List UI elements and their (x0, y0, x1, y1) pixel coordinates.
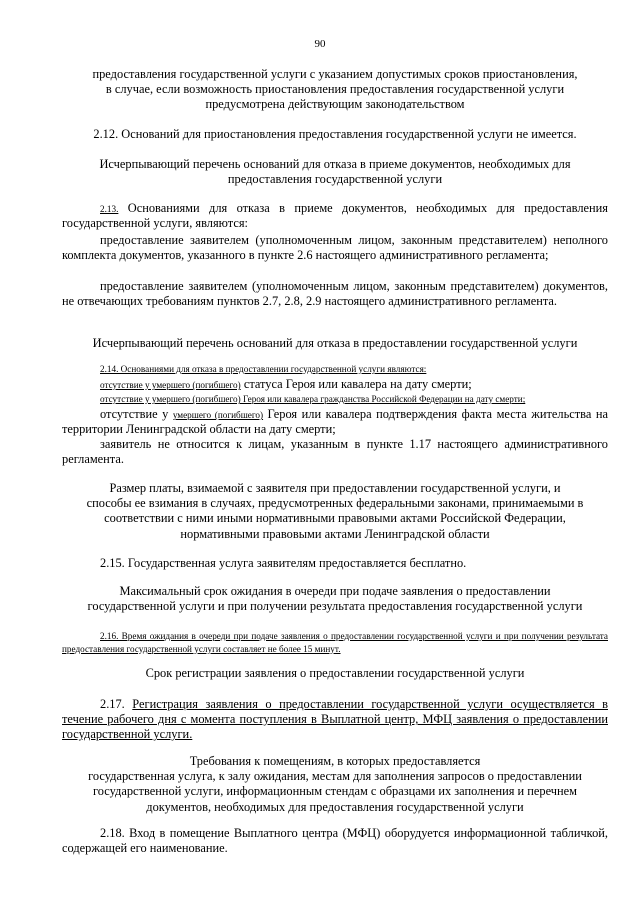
paragraph-2-14-item-3 (62, 407, 608, 437)
page-number: 90 (314, 38, 326, 50)
heading-premises-line-2: государственная услуга, к залу ожидания, местам для заполнения запросов о предоставлении (88, 769, 582, 784)
paragraph-2-15: 2.15. Государственная услуга заявителям предоставляется бесплатно. (100, 556, 467, 570)
heading-queue-line-2: государственной услуги и при получении результата предоставления государственной услуги (87, 599, 583, 614)
paragraph-2-14-intro-text: 2.14. Основаниями для отказа в предоставлении государственной услуги являются: (100, 364, 427, 374)
heading-fee-line-1: Размер платы, взимаемой с заявителя при предоставлении государственной услуги, и (109, 481, 561, 495)
heading-queue-line-1: Максимальный срок ожидания в очереди при подаче заявления о предоставлении (119, 584, 551, 598)
heading-fee-line-2: способы ее взимания в случаях, предусмотренных федеральными законами, принимаемыми в (86, 496, 584, 511)
heading-fee-line-3: соответствии с ними иными нормативными правовыми актами Российской Федерации, (104, 511, 566, 526)
item-2-text: отсутствие у умершего (погибшего) Героя или кавалера гражданства Российской Федерации на дату смерти; (100, 394, 526, 404)
item-1-rest: статуса Героя или кавалера на дату смерти; (240, 377, 472, 391)
heading-premises-line-3: государственной услуги, информационным стендам с образцами их заполнения и перечнем (93, 784, 577, 799)
heading-fee-line-4: нормативными правовыми актами Ленинградской области (180, 526, 490, 541)
paragraph-2-13-item-1: предоставление заявителем (уполномоченным лицом, законным представителем) неполного комплекта документов, указанного в пункте 2.6 настоящего административного регламента; (62, 233, 608, 263)
paragraph-2-16-text: 2.16. Время ожидания в очереди при подаче заявления о предоставлении государственной услуги и при получении результата предоставления государственной услуги составляет не более 15 минут. (62, 631, 608, 654)
paragraph-2-14-item-4: заявитель не относится к лицам, указанным в пункте 1.17 настоящего административного регламента. (62, 437, 608, 467)
heading-refusal-documents: Исчерпывающий перечень оснований для отказа в приеме документов, необходимых для предоставления государственной услуги (99, 157, 571, 187)
paragraph-2-13-text: Основаниями для отказа в приеме документов, необходимых для предоставления государственной услуги, являются: (62, 201, 608, 231)
intro-heading (62, 67, 608, 113)
intro-heading-line-3: предусмотрена действующим законодательством (205, 97, 465, 112)
heading-premises (62, 754, 608, 815)
paragraph-2-16 (62, 630, 608, 655)
clause-number-2-17: 2.17. (100, 697, 133, 711)
item-3-start: отсутствие у (100, 407, 173, 421)
clause-number-2-13: 2.13. (100, 204, 119, 214)
intro-heading-line-2: в случае, если возможность приостановления предоставления государственной услуги (105, 82, 565, 97)
paragraph-2-14-intro (62, 363, 608, 376)
paragraph-2-12: 2.12. Оснований для приостановления предоставления государственной услуги не имеется. (93, 127, 577, 141)
heading-registration: Срок регистрации заявления о предоставлении государственной услуги (145, 666, 525, 680)
paragraph-2-13 (62, 201, 608, 231)
paragraph-2-13-item-2: предоставление заявителем (уполномоченным лицом, законным представителем) документов, не отвечающих требованиям пунктов 2.7, 2.8, 2.9 настоящего административного регламента. (62, 279, 608, 309)
heading-fee (62, 481, 608, 542)
heading-premises-line-1: Требования к помещениям, в которых предоставляется (189, 754, 481, 768)
heading-refusal-service: Исчерпывающий перечень оснований для отказа в предоставлении государственной услуги (92, 336, 578, 350)
intro-heading-line-1: предоставления государственной услуги с указанием допустимых сроков приостановления, (92, 67, 578, 81)
paragraph-2-18: 2.18. Вход в помещение Выплатного центра (МФЦ) оборудуется информационной табличкой, содержащей его наименование. (62, 826, 608, 856)
heading-queue (62, 584, 608, 614)
paragraph-2-17 (62, 697, 608, 743)
item-3-underlined: умершего (погибшего) (172, 410, 264, 420)
paragraph-2-14-item-1 (62, 377, 608, 392)
item-1-underlined: отсутствие у умершего (погибшего) (100, 380, 241, 390)
item-3-rest: Героя или кавалера подтверждения факта места жительства на территории Ленинградской области на дату смерти; (62, 407, 608, 437)
paragraph-2-17-text: Регистрация заявления о предоставлении государственной услуги осуществляется в течение рабочего дня с момента поступления в Выплатной центр, МФЦ заявления о предоставлении государственной услуги. (62, 697, 608, 742)
heading-premises-line-4: документов, необходимых для предоставления государственной услуги (146, 799, 524, 814)
paragraph-2-14-item-2 (62, 393, 608, 406)
